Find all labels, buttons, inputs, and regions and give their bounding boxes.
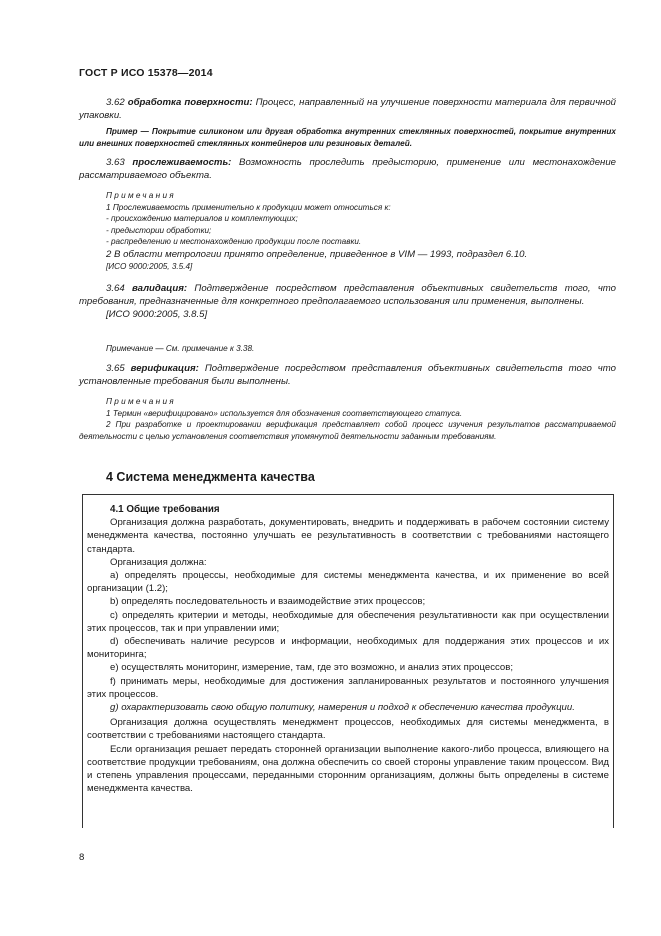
note-list-item: - происхождению материалов и комплектующих;	[106, 214, 298, 223]
term-3-62	[79, 96, 616, 122]
term-definition: Процесс, направленный на улучшение поверхности материала для первичной упаковки.	[79, 97, 617, 122]
term-3-65	[79, 362, 616, 388]
paragraph: Если организация решает передать сторонней организации выполнение какого-либо процесса, влияющего на соответствие продукции требованиям, она должна обеспечить со своей стороны управление таким процессом. Вид и степень управления процессами, переданными сторонним организациям, должны быть определены в системе менеджмента качества.	[87, 743, 609, 795]
paragraph: Организация должна разработать, документировать, внедрить и поддерживать в рабочем состоянии систему менеджмента качества, постоянно улучшать ее результативность в соответствии с требованиями настоящего стандарта.	[87, 517, 609, 555]
section-4-1-box	[82, 494, 614, 828]
term-3-63	[79, 156, 616, 182]
source-reference: [ИСО 9000:2005, 3.8.5]	[106, 309, 208, 321]
term-number: 3.62	[106, 97, 125, 108]
term-number: 3.64	[106, 283, 125, 294]
term-definition: Подтверждение посредством представления объективных свидетельств того что установленные требования были выполнены.	[79, 363, 616, 388]
term-definition: Возможность проследить предысторию, применение или местонахождение рассматриваемого объекта.	[79, 157, 617, 182]
term-number: 3.65	[106, 363, 125, 374]
term-number: 3.63	[106, 157, 125, 168]
note-3-64	[79, 343, 616, 355]
subsection-title: 4.1 Общие требования	[110, 504, 220, 515]
note-list-item: - предыстории обработки;	[106, 225, 212, 235]
list-item-e: e) осуществлять мониторинг, измерение, там, где это возможно, и анализ этих процессов;	[110, 662, 514, 674]
note-list-item: - распределению и местонахождению продукции после поставки.	[106, 237, 362, 246]
document-header: ГОСТ Р ИСО 15378—2014	[79, 67, 213, 79]
list-item-b: b) определять последовательность и взаимодействие этих процессов;	[110, 596, 426, 608]
page-number: 8	[79, 852, 85, 863]
paragraph: Организация должна:	[110, 556, 207, 568]
term-name: валидация:	[131, 283, 188, 294]
notes-title: Примечания	[106, 397, 176, 406]
note-2: 2 При разработке и проектировании верификация представляет собой процесс изучения результатов рассматриваемой деятельности с целью установления соответствия упомянутой деятельности заданным требованиям.	[79, 420, 616, 441]
list-item-a: а) определять процессы, необходимые для системы менеджмента качества, и их применение во всей организации (1.2);	[87, 570, 609, 595]
note-2: 2 В области метрологии принято определение, приведенное в VIM — 1993, подраздел 6.10.	[106, 248, 528, 260]
section-heading: 4 Система менеджмента качества	[106, 470, 315, 484]
term-name: прослеживаемость:	[132, 157, 232, 168]
term-definition: Подтверждение посредством представления объективных свидетельств того, что требования, предназначенные для конкретного предполагаемого использования или применения, выполнены.	[79, 283, 617, 308]
note-text: Примечание — См. примечание к 3.38.	[106, 344, 255, 353]
term-3-64	[79, 282, 616, 322]
list-item-c: c) определять критерии и методы, необходимые для обеспечения результативности как при осуществлении этих процессов, так и при управлении ими;	[87, 609, 609, 634]
note-1: 1 Прослеживаемость применительно к продукции может относиться к:	[106, 202, 391, 212]
term-name: обработка поверхности:	[127, 97, 253, 108]
list-item-f: f) принимать меры, необходимые для достижения запланированных результатов и постоянного улучшения этих процессов.	[87, 675, 609, 700]
notes-3-63	[79, 190, 616, 272]
example-text: Пример — Покрытие силиконом или другая обработка внутренних стеклянных поверхностей, покрытие внутренних или внешних поверхностей стеклянных контейнеров или резиновых деталей.	[79, 127, 616, 148]
note-1: 1 Термин «верифицировано» используется для обозначения соответствующего статуса.	[106, 408, 463, 418]
list-item-d: d) обеспечивать наличие ресурсов и информации, необходимых для поддержания этих процессов и их мониторинга;	[87, 636, 609, 661]
example-3-62	[79, 126, 616, 149]
source-reference: [ИСО 9000:2005, 3.5.4]	[106, 261, 193, 271]
term-name: верификация:	[130, 363, 199, 374]
paragraph: Организация должна осуществлять менеджмент процессов, необходимых для системы менеджмента, в соответствии с требованиями настоящего стандарта.	[87, 717, 609, 742]
list-item-g: g) охарактеризовать свою общую политику, намерения и подход к обеспечению качества продукции.	[110, 702, 575, 714]
notes-title: Примечания	[106, 191, 176, 200]
notes-3-65	[79, 396, 616, 442]
